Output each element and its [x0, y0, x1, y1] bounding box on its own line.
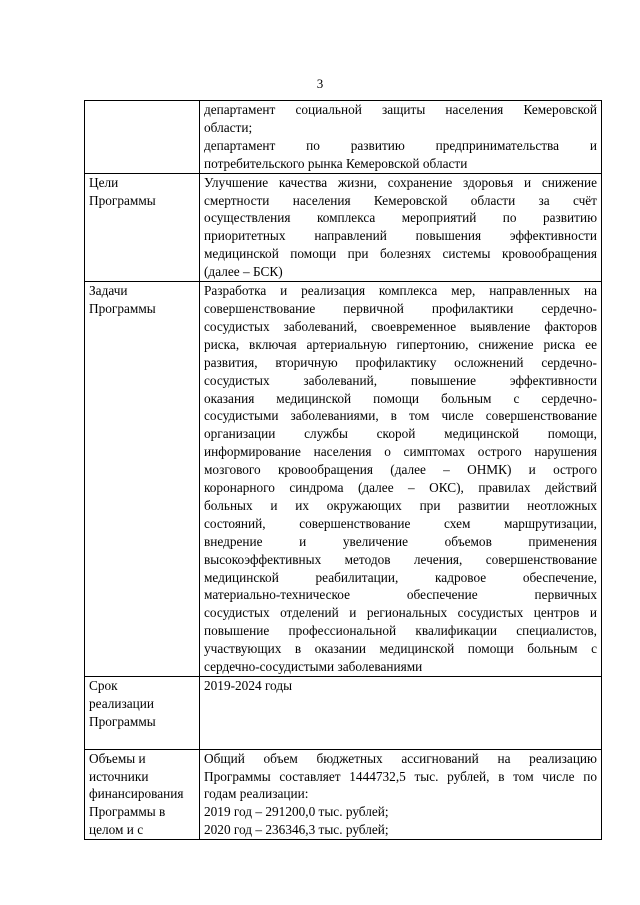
value-line: приоритетных направлений повышения эффективности	[204, 228, 597, 244]
value-line: департамент социальной защиты населения Кемеровской	[204, 102, 597, 117]
label-line: целом и с	[89, 822, 144, 838]
value-line: Общий объем бюджетных ассигнований на реализацию	[204, 750, 597, 766]
value-line: высокоэффективных методов лечения, совершенствование	[204, 551, 597, 567]
row-label-cell	[85, 749, 200, 840]
value-line: материально-техническое обеспечение первичных	[204, 587, 597, 603]
label-line: финансирования	[89, 786, 184, 802]
label-line: реализации	[89, 695, 154, 711]
value-line: повышение профессиональной квалификации специалистов,	[204, 623, 597, 639]
label-line: Объемы и	[89, 750, 146, 766]
value-line: сосудистых заболеваний, своевременное выявление факторов	[204, 318, 597, 334]
value-line: информирование населения о симптомах острого нарушения	[204, 444, 597, 460]
value-line: организации службы скорой медицинской помощи,	[204, 426, 597, 442]
table-row	[85, 677, 602, 750]
label-line: Цели	[89, 174, 119, 190]
value-line: риска, включая артериальную гипертонию, снижение риска ее	[204, 336, 597, 352]
value-line: 2019-2024 годы	[204, 678, 293, 693]
row-value-cell	[200, 749, 602, 840]
row-value-cell	[200, 677, 602, 750]
value-line: участвующих в оказании медицинской помощи больным с	[204, 641, 597, 657]
value-line: потребительского рынка Кемеровской области	[204, 155, 468, 171]
table-row	[85, 101, 602, 174]
value-line: 2019 год – 291200,0 тыс. рублей;	[204, 804, 389, 820]
value-line: Программы составляет 1444732,5 тыс. рублей, в том числе по	[204, 768, 597, 784]
label-line	[89, 731, 195, 749]
label-line: источники	[89, 768, 149, 784]
value-line: внедрение и увеличение объемов применения	[204, 533, 597, 549]
value-line: области;	[204, 119, 253, 135]
table-row	[85, 749, 602, 840]
value-line: совершенствование первичной профилактики сердечно-	[204, 300, 597, 316]
row-label-cell	[85, 101, 200, 174]
value-line: коронарного синдрома (далее – ОКС), правилах действий	[204, 480, 597, 496]
label-line: Срок	[89, 678, 118, 693]
value-line: Улучшение качества жизни, сохранение здоровья и снижение	[204, 174, 597, 190]
row-label-cell	[85, 282, 200, 677]
value-line: 2020 год – 236346,3 тыс. рублей;	[204, 822, 389, 838]
row-label-cell	[85, 173, 200, 281]
value-line: смертности населения Кемеровской области за счёт	[204, 192, 597, 208]
value-line: осуществления комплекса мероприятий по развитию	[204, 210, 597, 226]
value-line: медицинской реабилитации, кадровое обеспечение,	[204, 569, 597, 585]
row-label-cell	[85, 677, 200, 750]
label-line: Программы в	[89, 804, 166, 820]
table-row	[85, 282, 602, 677]
row-value-cell	[200, 282, 602, 677]
value-line: сосудистых отделений и региональных сосудистых центров и	[204, 605, 597, 621]
table-row	[85, 173, 602, 281]
value-line: сердечно-сосудистыми заболеваниями	[204, 659, 423, 675]
value-line: департамент по развитию предпринимательства и	[204, 137, 597, 153]
value-line: годам реализации:	[204, 786, 309, 802]
value-line: (далее – БСК)	[204, 264, 283, 280]
label-line: Программы	[89, 300, 156, 316]
value-line: Разработка и реализация комплекса мер, направленных на	[204, 283, 597, 299]
value-line: медицинской помощи при болезнях системы кровообращения	[204, 246, 597, 262]
label-line: Программы	[89, 192, 156, 208]
value-line: мозгового кровообращения (далее – ОНМК) и острого	[204, 462, 597, 478]
page-number: 3	[316, 76, 324, 91]
value-line: состояний, совершенствование схем маршрутизации,	[204, 515, 597, 531]
label-line: Программы	[89, 713, 156, 729]
value-line: оказания медицинской помощи больным с сердечно-	[204, 390, 597, 406]
value-line: больных и их окружающих при развитии неотложных	[204, 497, 597, 513]
program-passport-table	[84, 100, 602, 840]
row-value-cell	[200, 101, 602, 174]
value-line: сосудистых заболеваний, повышение эффективности	[204, 372, 597, 388]
value-line: сосудистыми заболеваниями, в том числе совершенствование	[204, 408, 597, 424]
row-value-cell	[200, 173, 602, 281]
label-line: Задачи	[89, 283, 128, 299]
value-line: развития, вторичную профилактику осложнений сердечно-	[204, 354, 597, 370]
